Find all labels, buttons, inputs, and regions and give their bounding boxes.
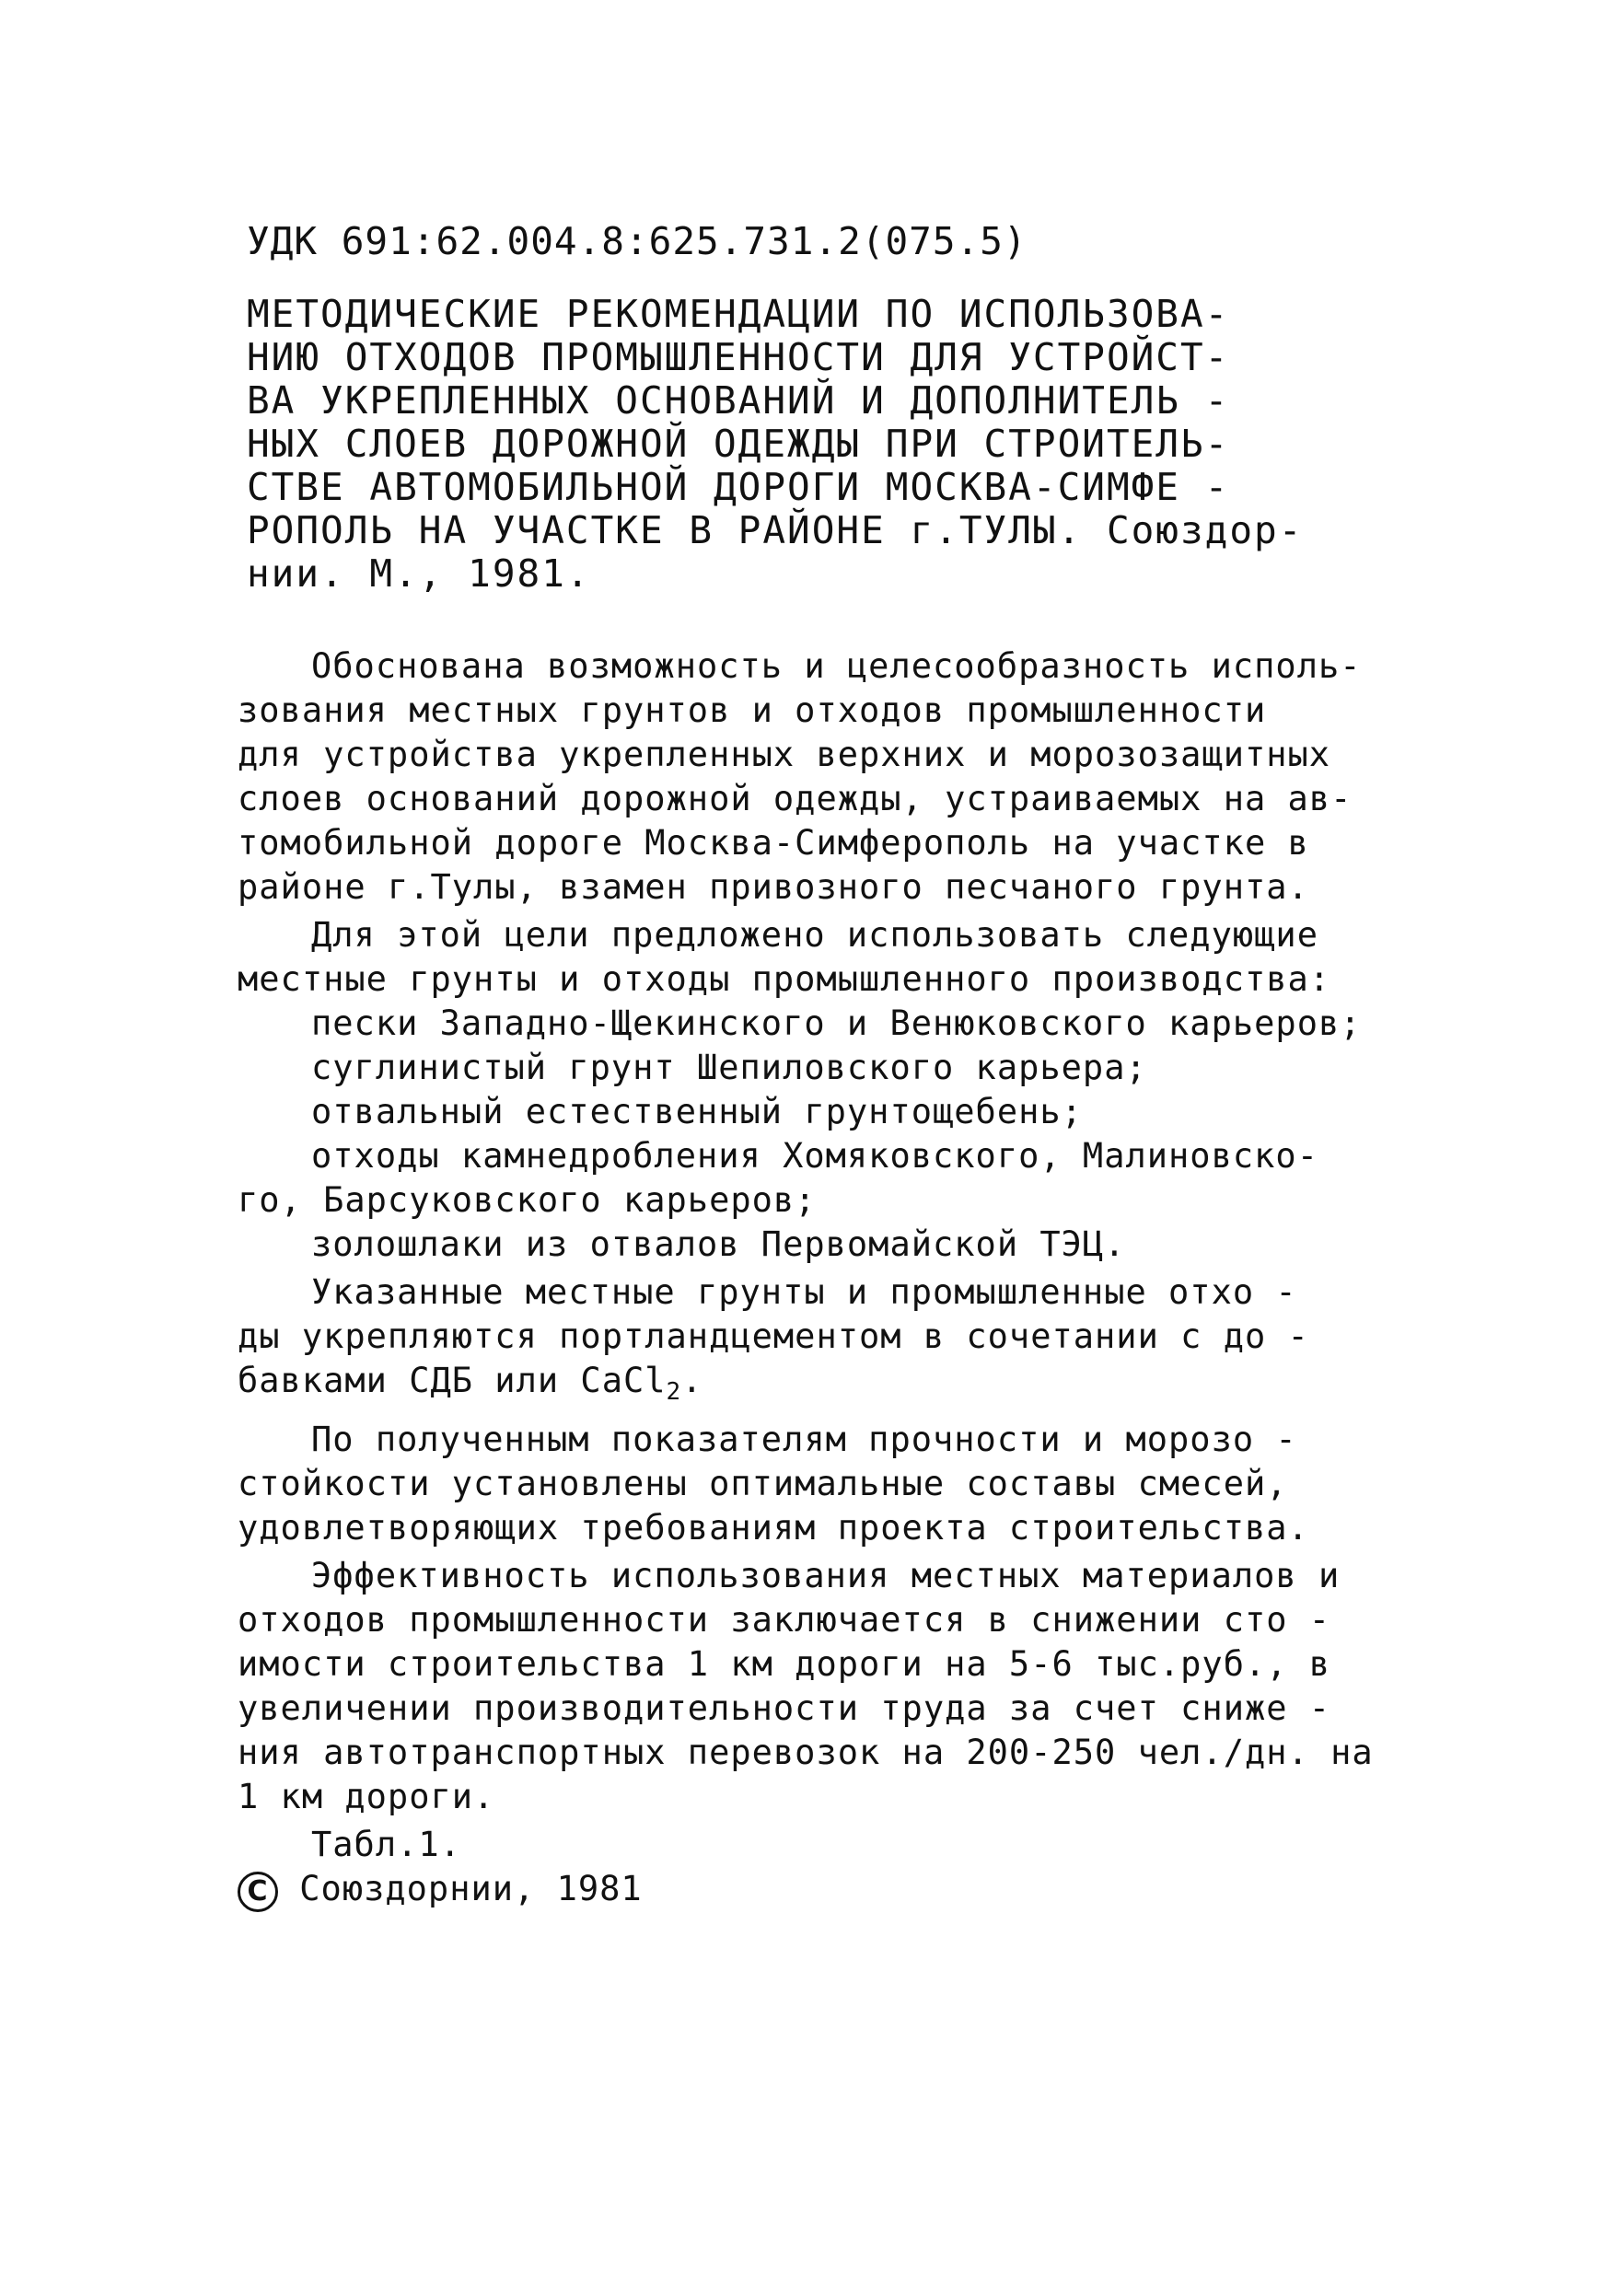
text-line-with-formula <box>238 1359 1425 1414</box>
title-line: нии. М., 1981. <box>247 551 591 596</box>
list-item: суглинистый грунт Шепиловского карьера; <box>311 1048 1147 1087</box>
text-line: Указанные местные грунты и промышленные отхо - <box>311 1272 1297 1312</box>
copyright-text: Союздорнии, 1981 <box>299 1869 643 1908</box>
title-line: НИЮ ОТХОДОВ ПРОМЫШЛЕННОСТИ ДЛЯ УСТРОЙСТ- <box>247 335 1230 379</box>
abstract-paragraph-4 <box>238 1418 1425 1550</box>
title-line: СТВЕ АВТОМОБИЛЬНОЙ ДОРОГИ МОСКВА-СИМФЕ - <box>247 465 1230 509</box>
abstract-paragraph-5 <box>238 1554 1425 1819</box>
udk-code: УДК 691:62.004.8:625.731.2(075.5) <box>247 219 1028 263</box>
text-line: районе г.Тулы, взамен привозного песчаного грунта. <box>238 867 1309 907</box>
list-item-continuation: го, Барсуковского карьеров; <box>238 1180 817 1220</box>
abstract-paragraph-2 <box>238 913 1425 1002</box>
text-line: увеличении производительности труда за счет сниже - <box>238 1688 1331 1728</box>
text-line: 1 км дороги. <box>238 1777 495 1816</box>
text-line: По полученным показателям прочности и морозо - <box>311 1420 1297 1459</box>
text-line: имости строительства 1 км дороги на 5-6 тыс.руб., в <box>238 1644 1331 1684</box>
text-line: Эффективность использования местных материалов и <box>311 1556 1341 1595</box>
formula-subscript: 2 <box>666 1378 682 1406</box>
title-line: НЫХ СЛОЕВ ДОРОЖНОЙ ОДЕЖДЫ ПРИ СТРОИТЕЛЬ- <box>247 422 1230 466</box>
title-line: ВА УКРЕПЛЕННЫХ ОСНОВАНИЙ И ДОПОЛНИТЕЛЬ - <box>247 378 1230 423</box>
abstract-paragraph-1 <box>238 644 1425 910</box>
text-line: для устройства укрепленных верхних и морозозащитных <box>238 735 1331 774</box>
text-fragment: бавками СДБ или <box>238 1361 581 1400</box>
abstract-paragraph-3 <box>238 1270 1425 1414</box>
list-item: отвальный естественный грунтощебень; <box>311 1092 1083 1131</box>
copyright-icon: C <box>238 1872 278 1912</box>
text-line: слоев оснований дорожной одежды, устраиваемых на ав- <box>238 779 1353 818</box>
list-item: отходы камнедробления Хомяковского, Малиновско- <box>311 1136 1318 1176</box>
title-line: МЕТОДИЧЕСКИЕ РЕКОМЕНДАЦИИ ПО ИСПОЛЬЗОВА- <box>247 292 1230 336</box>
chemical-formula: CaCl <box>580 1361 667 1400</box>
text-line: зования местных грунтов и отходов промышленности <box>238 690 1267 730</box>
text-line: ния автотранспортных перевозок на 200-250 чел./дн. на <box>238 1733 1374 1772</box>
materials-list <box>238 1002 1425 1267</box>
title-line: РОПОЛЬ НА УЧАСТКЕ В РАЙОНЕ г.ТУЛЫ. Союздор- <box>247 508 1304 552</box>
text-line: местные грунты и отходы промышленного производства: <box>238 959 1331 999</box>
text-line: Для этой цели предложено использовать следующие <box>311 915 1318 955</box>
list-item: золошлаки из отвалов Первомайской ТЭЦ. <box>311 1224 1126 1264</box>
text-line: стойкости установлены оптимальные составы смесей, <box>238 1464 1288 1503</box>
text-line: удовлетворяющих требованиям проекта строительства. <box>238 1508 1309 1548</box>
table-note: Табл.1. <box>311 1825 461 1864</box>
document-title <box>247 293 1434 596</box>
sentence-end: . <box>681 1361 703 1400</box>
text-line: ды укрепляются портландцементом в сочетании с до - <box>238 1316 1309 1356</box>
text-line: отходов промышленности заключается в снижении сто - <box>238 1600 1331 1640</box>
copyright-line <box>238 1867 1425 1912</box>
text-line: томобильной дороге Москва-Симферополь на участке в <box>238 823 1309 863</box>
text-line: Обоснована возможность и целесообразность исполь- <box>311 646 1362 686</box>
list-item: пески Западно-Щекинского и Венюковского карьеров; <box>311 1003 1362 1043</box>
abstract-body <box>238 644 1425 1912</box>
